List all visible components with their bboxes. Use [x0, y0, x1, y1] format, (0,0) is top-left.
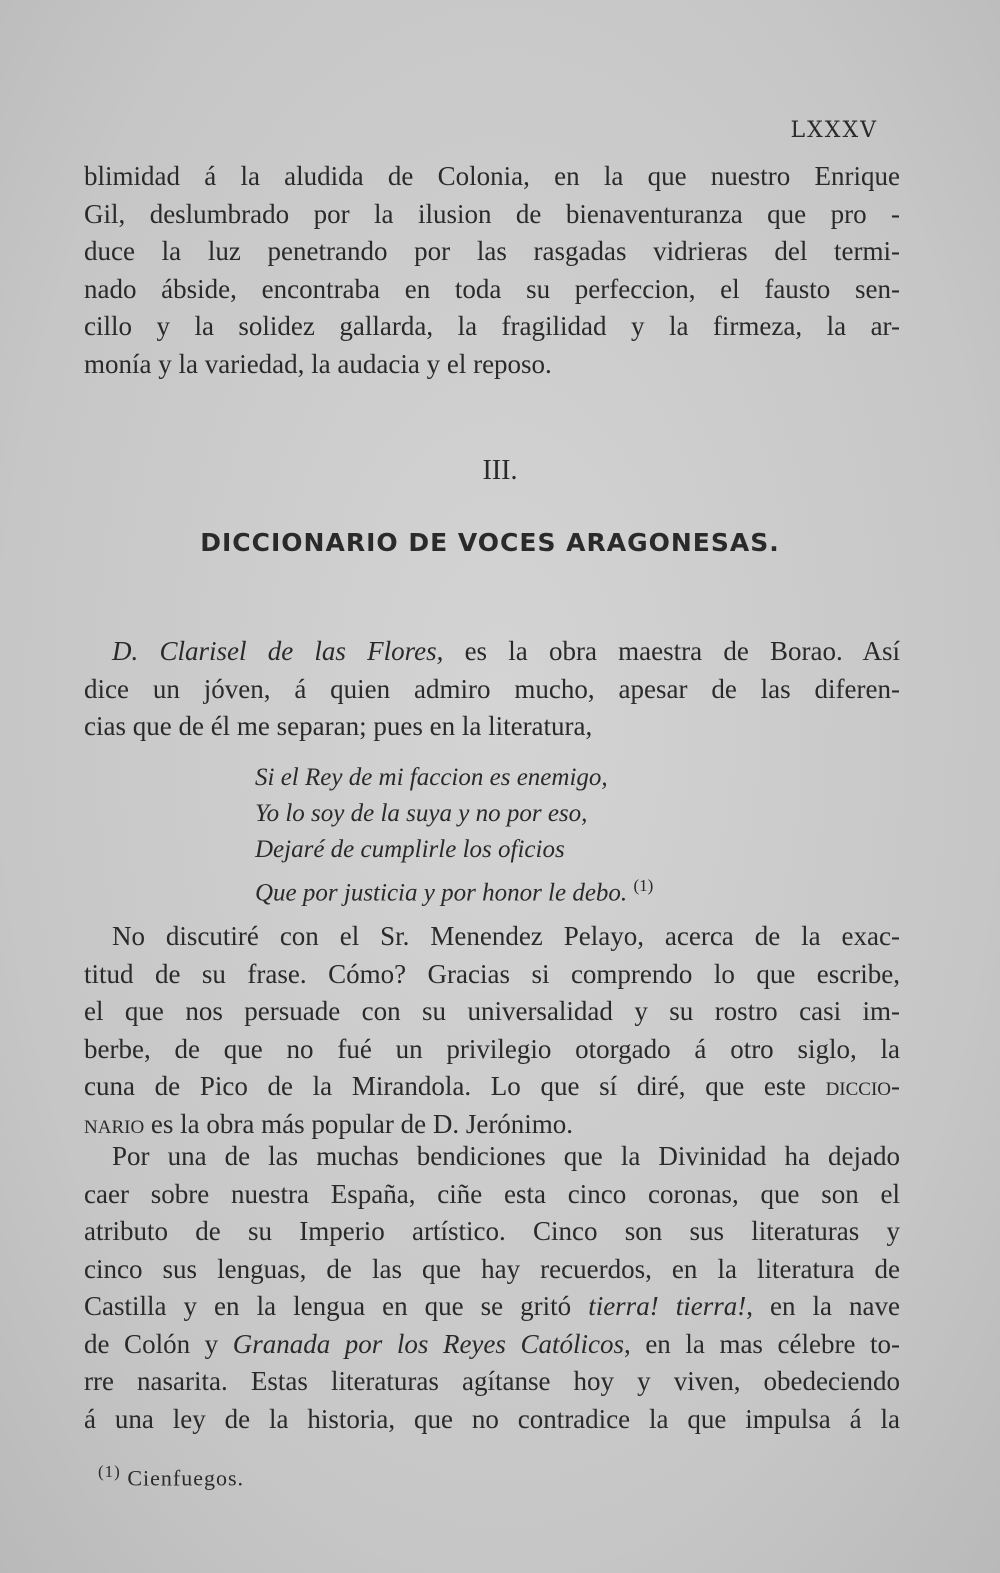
italic-text: tierra! tierra! — [588, 1291, 747, 1321]
verse-line — [255, 868, 653, 911]
page-number: LXXXV — [790, 118, 878, 143]
verse-line: Si el Rey de mi faccion es enemigo, — [255, 764, 608, 791]
small-caps-text: diccio- — [825, 1071, 900, 1101]
text-line: Gil, deslumbrado por la ilusion de bienaventuranza que pro - — [84, 198, 900, 229]
text-line: titud de su frase. Cómo? Gracias si comprendo lo que escribe, — [84, 958, 900, 989]
text-run: , en la nave — [746, 1291, 901, 1321]
verse-quote — [255, 760, 653, 911]
paragraph-1 — [84, 158, 900, 383]
section-title: DICCIONARIO DE VOCES ARAGONESAS. — [200, 528, 780, 557]
text-line: cias que de él me separan; pues en la literatura, — [84, 711, 593, 741]
text-line: á una ley de la historia, que no contradice la que impulsa á la — [84, 1403, 900, 1434]
section-number: III. — [482, 455, 518, 486]
text-line: cinco sus lenguas, de las que hay recuerdos, en la literatura de — [84, 1253, 900, 1284]
italic-title: D. Clarisel de las Flores, — [112, 636, 444, 666]
text-run: es la obra maestra de Borao. Así — [443, 636, 901, 666]
paragraph-4 — [84, 1138, 900, 1438]
text-run: es la obra más popular de D. Jerónimo. — [144, 1108, 574, 1139]
text-line: el que nos persuade con su universalidad y su rostro casi im- — [84, 996, 900, 1026]
text-line: atributo de su Imperio artístico. Cinco son sus literaturas y — [84, 1216, 900, 1246]
text-line: Por una de las muchas bendiciones que la Divinidad ha dejado — [112, 1141, 900, 1171]
small-caps-text: nario — [84, 1108, 145, 1139]
paragraph-2 — [84, 633, 900, 746]
text-line: dice un jóven, á quien admiro mucho, apesar de las diferen- — [84, 673, 900, 704]
text-line: duce la luz penetrando por las rasgadas vidrieras del termi- — [84, 236, 900, 266]
verse-line: Dejaré de cumplirle los oficios — [255, 836, 565, 863]
text-line — [84, 1288, 900, 1326]
footnote-marker: (1) — [633, 876, 654, 895]
italic-text: Granada por los Reyes Católicos — [232, 1328, 624, 1359]
footnote-text: Cienfuegos. — [127, 1465, 245, 1491]
footnote-marker: (1) — [98, 1462, 121, 1481]
text-run: , en la mas célebre to- — [624, 1328, 900, 1359]
text-line — [84, 1068, 900, 1106]
text-line — [84, 633, 900, 671]
text-line: monía y la variedad, la audacia y el reposo. — [84, 348, 552, 379]
paragraph-3 — [84, 918, 900, 1143]
text-line: rre nasarita. Estas literaturas agítanse hoy y viven, obedeciendo — [84, 1366, 900, 1396]
text-line: berbe, de que no fué un privilegio otorgado á otro siglo, la — [84, 1033, 900, 1064]
text-run: Castilla y en la lengua en que se gritó — [84, 1291, 589, 1321]
verse-text: Que por justicia y por honor le debo. — [255, 879, 628, 907]
text-line: caer sobre nuestra España, ciñe esta cinco coronas, que son el — [84, 1178, 900, 1209]
text-run: cuna de Pico de la Mirandola. Lo que sí diré, que este — [84, 1071, 826, 1101]
verse-line: Yo lo soy de la suya y no por eso, — [255, 800, 588, 827]
text-line — [84, 1326, 900, 1364]
footnote — [98, 1462, 244, 1491]
text-line: blimidad á la aludida de Colonia, en la que nuestro Enrique — [84, 161, 900, 191]
text-line: nado ábside, encontraba en toda su perfeccion, el fausto sen- — [84, 273, 900, 304]
text-run: de Colón y — [84, 1328, 233, 1359]
text-line: No discutiré con el Sr. Menendez Pelayo, acerca de la exac- — [112, 921, 900, 951]
text-line: cillo y la solidez gallarda, la fragilidad y la firmeza, la ar- — [84, 311, 900, 341]
